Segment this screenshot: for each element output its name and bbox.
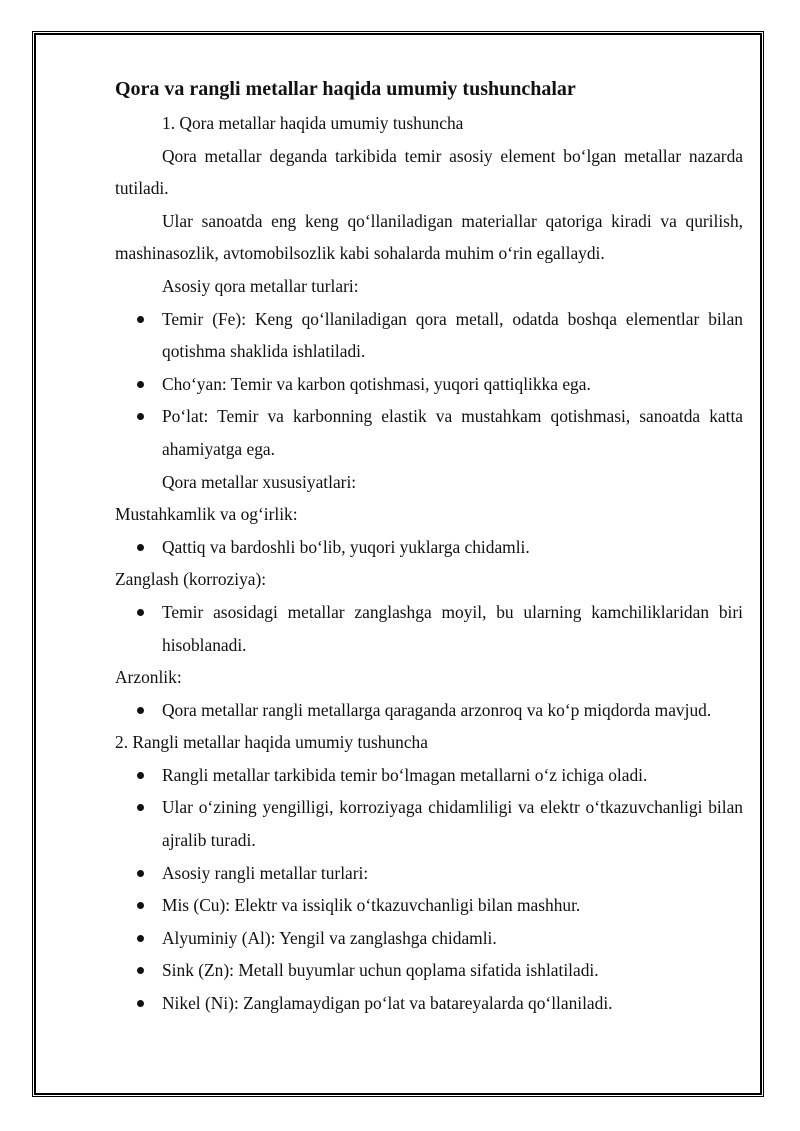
list-item-text: Nikel (Ni): Zanglamaydigan po‘lat va batareyalarda qo‘llaniladi. [162,993,613,1014]
list-item [115,987,743,1020]
property-list-corrosion [115,596,743,661]
paragraph-definition: Qora metallar deganda tarkibida temir asosiy element bo‘lgan metallar nazarda tutiladi. [115,145,743,199]
section2-heading: 2. Rangli metallar haqida umumiy tushuncha [115,732,428,753]
property-label-cheapness: Arzonlik: [115,667,182,688]
bullet-icon [137,707,144,714]
paragraph-usage: Ular sanoatda eng keng qo‘llaniladigan materiallar qatoriga kiradi va qurilish, mashinasozlik, avtomobilsozlik kabi sohalarda muhim o‘rin egallaydi. [115,210,743,264]
list-item-text: Po‘lat: Temir va karbonning elastik va mustahkam qotishmasi, sanoatda katta ahamiyatga ega. [162,406,743,459]
list-item [115,596,743,661]
list-item-text: Sink (Zn): Metall buyumlar uchun qoplama sifatida ishlatiladi. [162,960,599,981]
bullet-icon [137,1000,144,1007]
list-item-text: Mis (Cu): Elektr va issiqlik o‘tkazuvchanligi bilan mashhur. [162,895,581,916]
list-item [115,954,743,987]
section1-heading: 1. Qora metallar haqida umumiy tushuncha [162,113,464,133]
list-item [115,400,743,465]
page-title: Qora va rangli metallar haqida umumiy tushunchalar [115,78,576,100]
list-item-text: Cho‘yan: Temir va karbon qotishmasi, yuqori qattiqlikka ega. [162,373,591,394]
bullet-icon [137,804,144,811]
bullet-icon [137,544,144,551]
bullet-icon [137,902,144,909]
bullet-icon [137,870,144,877]
property-list-cheapness [115,694,743,727]
nonferrous-list [115,759,743,1020]
list-item [115,303,743,368]
list-item [115,889,743,922]
bullet-icon [137,967,144,974]
bullet-icon [137,772,144,779]
list-item [115,368,743,401]
list-item-text: Temir asosidagi metallar zanglashga moyil, bu ularning kamchiliklaridan biri hisoblanadi. [162,601,743,655]
list-item [115,922,743,955]
list-item-text: Alyuminiy (Al): Yengil va zanglashga chidamli. [162,927,497,948]
list-item-text: Qattiq va bardoshli bo‘lib, yuqori yuklarga chidamli. [162,536,530,557]
list-item-text: Qora metallar rangli metallarga qaraganda arzonroq va ko‘p miqdorda mavjud. [162,699,712,720]
list-item [115,694,743,727]
property-label-strength: Mustahkamlik va og‘irlik: [115,504,298,525]
list-item-text: Temir (Fe): Keng qo‘llaniladigan qora metall, odatda boshqa elementlar bilan qotishma shaklida ishlatiladi. [162,308,743,362]
bullet-icon [137,609,144,616]
black-types-heading: Asosiy qora metallar turlari: [162,275,359,296]
list-item [115,857,743,890]
bullet-icon [137,316,144,323]
list-item-text: Asosiy rangli metallar turlari: [162,862,369,883]
black-types-list [115,303,743,466]
property-list-strength [115,531,743,564]
list-item [115,791,743,856]
bullet-icon [137,935,144,942]
list-item-text: Ular o‘zining yengilligi, korroziyaga chidamliligi va elektr o‘tkazuvchanligi bilan ajralib turadi. [162,797,743,851]
properties-heading: Qora metallar xususiyatlari: [162,471,357,492]
property-label-corrosion: Zanglash (korroziya): [115,569,267,590]
bullet-icon [137,381,144,388]
list-item-text: Rangli metallar tarkibida temir bo‘lmagan metallarni o‘z ichiga oladi. [162,764,648,785]
list-item [115,531,743,564]
list-item [115,759,743,792]
bullet-icon [137,413,144,420]
document-body [115,74,743,1020]
